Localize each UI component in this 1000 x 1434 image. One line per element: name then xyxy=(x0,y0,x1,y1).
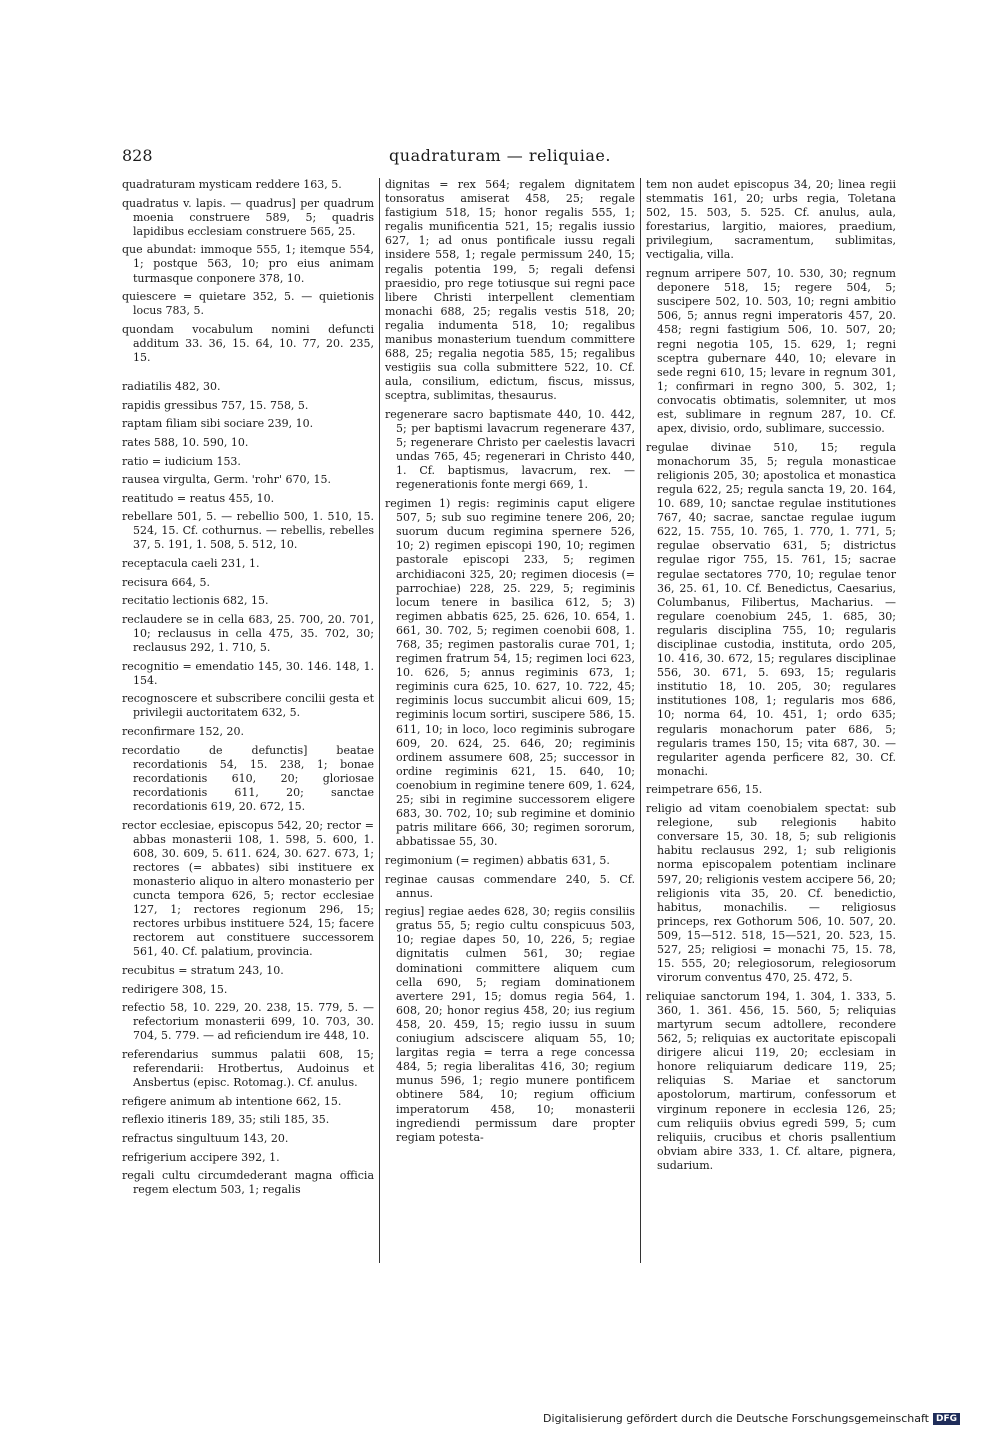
index-entry: refectio 58, 10. 229, 20. 238, 15. 779, 5. — refectorium monasterii 699, 10. 703, 30. 704, 5. 779. — ad reficiendum ire 448, 10. xyxy=(122,1001,374,1043)
page-number: 828 xyxy=(122,146,153,165)
index-entry: recordatio de defunctis] beatae recordationis 54, 15. 238, 1; bonae recordationis 610, 20; gloriosae recordationis 611, 20; sanctae recordationis 619, 20. 672, 15. xyxy=(122,743,374,813)
index-entry: recognitio = emendatio 145, 30. 146. 148, 1. 154. xyxy=(122,659,374,687)
index-entry: refractus singultuum 143, 20. xyxy=(122,1131,289,1145)
index-entry: reimpetrare 656, 15. xyxy=(646,783,763,797)
index-entry: raptam filiam sibi sociare 239, 10. xyxy=(122,417,314,431)
index-column-1 xyxy=(122,178,374,1202)
index-entry: regimen 1) regis: regiminis caput eligere 507, 5; sub suo regimine tenere 206, 20; suorum ducum regimina spernere 526, 10; 2) regimen episcopi 190, 10; regimen pastorale episcopi 233, 5; regimen archidiaconi 325, 20; regimen diocesis (= parrochiae) 228, 25. 229, 5; regiminis locum tenere in basilica 612, 5; 3) regimen abbatis 625, 25. 626, 10. 654, 1. 661, 30. 702, 5; regimen coenobii 608, 1. 768, 35; regimen pastoralis curae 701, 1; regimen fratrum 54, 15; regimen loci 623, 10. 626, 5; annus regiminis 673, 1; regiminis cura 625, 10. 627, 10. 722, 45; regiminis locus succumbit alicui 609, 15; regiminis locum sortiri, suscipere 586, 15. 611, 10; in loco, loco regiminis subrogare 609, 20. 624, 25. 646, 20; regiminis ordinem assumere 608, 25; successor in ordine regiminis 621, 15. 640, 10; coenobium in regimine tenere 609, 1. 624, 25; sibi in regimine successorem eligere 683, 30. 702, 10; sub regimine et dominio patris militare 666, 30; regimen sororum, abbatissae 55, 30. xyxy=(385,497,635,849)
index-entry: recubitus = stratum 243, 10. xyxy=(122,964,284,977)
index-entry: que abundat: immoque 555, 1; itemque 554, 1; postque 563, 10; pro eius animam turmasque conponere 378, 10. xyxy=(122,243,374,285)
index-entry: quiescere = quietare 352, 5. — quietionis locus 783, 5. xyxy=(122,290,374,318)
dfg-logo-icon: DFG xyxy=(933,1413,960,1425)
index-entry: referendarius summus palatii 608, 15; referendarii: Hrotbertus, Audoinus et Ansbertus (episc. Rotomag.). Cf. anulus. xyxy=(122,1047,374,1090)
index-entry: regius] regiae aedes 628, 30; regiis consiliis gratus 55, 5; regio cultu conspicuus 503, 10; regiae dapes 50, 10, 226, 5; regiae dignitatis culmen 561, 30; regiae dominationi committere aliquem cum cella 690, 5; regiam dominationem avertere 291, 15; domus regia 564, 1. 608, 20; honor regius 458, 20; ius regium 458, 20. 459, 15; regio iussu in suum coniugium adsciscere aliquam 55, 10; largitas regia = terra a rege concessa 484, 5; regia liberalitas 416, 30; regium munus 596, 1; regio munere pontificem obtinere 584, 10; regium officium imperatorum 458, 10; monasterii ingrediendi permissum dare propter regiam potesta- xyxy=(385,905,635,1144)
index-entry: recitatio lectionis 682, 15. xyxy=(122,594,269,608)
running-head: quadraturam — reliquiae. xyxy=(389,146,611,165)
digitization-credit xyxy=(543,1412,960,1425)
index-column-2 xyxy=(385,178,635,1149)
index-entry: reconfirmare 152, 20. xyxy=(122,725,244,738)
index-entry: religio ad vitam coenobialem spectat: sub relegione, sub relegionis habito conversare 15, 30. 18, 5; sub religionis habitu reclausus 292, 1; sub religionis norma episcopalem potentiam inclinare 597, 20; religionis vestem accipere 56, 20; religionis vita 35, 20. Cf. benedictio, habitus, monachilis. — religiosus princeps, rex Gothorum 506, 10. 507, 20. 509, 15—512. 518, 15—521, 20. 523, 15. 527, 25; religiosi = monachi 75, 15. 78, 15. 555, 20; relegiosorum, relegiosorum virorum conventus 470, 25. 472, 5. xyxy=(646,802,896,985)
index-entry: reliquiae sanctorum 194, 1. 304, 1. 333, 5. 360, 1. 361. 456, 15. 560, 5; reliquias martyrum secum adtollere, recondere 562, 5; reliquias ex auctoritate episcopali dirigere alicui 119, 20; ecclesiam in honore reliquiarum dedicare 119, 25; reliquias S. Mariae et sanctorum apostolorum, martirum, confessorum et virginum reponere in ecclesia 126, 25; cum reliquiis obvius egredi 599, 5; cum reliquiis, crucibus et choris psallentium obviam abire 333, 1. Cf. altare, pignera, sudarium. xyxy=(646,989,896,1172)
index-entry: quadraturam mysticam reddere 163, 5. xyxy=(122,178,342,191)
index-entry: rebellare 501, 5. — rebellio 500, 1. 510, 15. 524, 15. Cf. cothurnus. — rebellis, rebelles 37, 5. 191, 1. 508, 5. 512, 10. xyxy=(122,510,374,552)
index-entry: refigere animum ab intentione 662, 15. xyxy=(122,1094,342,1108)
index-entry: regali cultu circumdederant magna officia regem electum 503, 1; regalis xyxy=(122,1169,374,1197)
index-entry: reclaudere se in cella 683, 25. 700, 20. 701, 10; reclausus in cella 475, 35. 702, 30; reclausus 292, 1. 710, 5. xyxy=(122,612,374,655)
credit-text: Digitalisierung gefördert durch die Deutsche Forschungsgemeinschaft xyxy=(543,1412,929,1425)
index-entry: rapidis gressibus 757, 15. 758, 5. xyxy=(122,398,309,412)
index-entry: regimonium (= regimen) abbatis 631, 5. xyxy=(385,853,610,867)
index-entry: reginae causas commendare 240, 5. Cf. annus. xyxy=(385,872,635,900)
column-divider xyxy=(640,178,641,1263)
index-entry: quadratus v. lapis. — quadrus] per quadrum moenia construere 589, 5; quadris lapidibus ecclesiam construere 565, 25. xyxy=(122,196,374,238)
index-entry: rates 588, 10. 590, 10. xyxy=(122,435,249,449)
index-entry: reflexio itineris 189, 35; stili 185, 35. xyxy=(122,1113,330,1127)
index-entry: rector ecclesiae, episcopus 542, 20; rector = abbas monasterii 108, 1. 598, 5. 600, 1. 608, 30. 609, 5. 611. 624, 30. 627. 673, 1; rectores (= abbates) sibi instituere ex monasterio aliquo in altero monasterio per cuncta tempora 626, 5; rector ecclesiae 127, 1; rectores regionum 296, 15; rectores urbibus instituere 524, 15; facere rectorem aut constituere successorem 561, 40. Cf. palatium, provincia. xyxy=(122,818,374,959)
index-entry: rausea virgulta, Germ. 'rohr' 670, 15. xyxy=(122,473,331,487)
index-entry-continuation: dignitas = rex 564; regalem dignitatem tonsoratus amiserat 458, 25; regale fastigium 518, 15; honor regalis 555, 1; regalis munificentia 521, 15; regalis iussio 627, 1; ad onus pontificale iussu regali insidere 558, 1; regale permissum 240, 15; regalis potentia 199, 5; regali defensi praesidio, pro rege totiusque sui regni pace libere Christi interpellent clementiam monachi 688, 25; regalis vestis 518, 20; regalia indumenta 518, 10; regalibus manibus monasterium tuendum committere 688, 25; regalia negotia 585, 15; regalibus vestigiis sua colla submittere 522, 10. Cf. aula, consilium, edictum, fiscus, missus, sceptra, sublimitas, thesaurus. xyxy=(385,178,635,403)
index-entry: receptacula caeli 231, 1. xyxy=(122,557,260,571)
index-entry: reatitudo = reatus 455, 10. xyxy=(122,491,275,505)
index-column-3 xyxy=(646,178,896,1177)
column-divider xyxy=(379,178,380,1263)
index-entry: refrigerium accipere 392, 1. xyxy=(122,1150,280,1164)
index-entry: radiatilis 482, 30. xyxy=(122,380,221,394)
index-entry: regnum arripere 507, 10. 530, 30; regnum deponere 518, 15; regere 504, 5; suscipere 502, 10. 503, 10; regni ambitio 506, 5; annus regni imperatoris 457, 20. 458; regni fastigium 506, 10. 507, 20; regni negotia 105, 15. 629, 1; regni sceptra gubernare 440, 10; elevare in sede regni 610, 15; levare in regnum 301, 1; confirmari in regno 300, 5. 302, 1; convocatis obtimatis, solemniter, ut mos est, sublimare in regnum 287, 10. Cf. apex, divisio, ordo, sublimare, successio. xyxy=(646,267,896,436)
index-entry: regulae divinae 510, 15; regula monachorum 35, 5; regula monasticae religionis 205, 30; apostolica et monastica regula 622, 25; regula sancta 19, 20. 164, 10. 689, 10; sanctae regulae institutiones 767, 40; sacrae, sanctae regulae iugum 622, 15. 755, 10. 765, 1. 770, 1. 771, 5; regulae observatio 631, 5; districtus regulae rigor 755, 15. 761, 15; sacrae regulae sectatores 770, 10; regulae tenor 36, 25. 61, 10. Cf. Benedictus, Caesarius, Columbanus, Filibertus, Macharius. — regulare coenobium 245, 1. 685, 30; regularis disciplina 755, 10; regularis disciplinae custodia, instituta, ordo 205, 10. 416, 30. 672, 15; regulares disciplinae 556, 30. 671, 5. 693, 15; regularis institutio 18, 10. 205, 30; regulares institutiones 108, 1; regularis mos 686, 10; norma 64, 10. 451, 1; ordo 635; regularis monachorum pater 686, 5; regularis trames 150, 15; vita 687, 30. — regulariter agenda perficere 82, 30. Cf. monachi. xyxy=(646,440,896,778)
index-entry: redirigere 308, 15. xyxy=(122,982,228,996)
index-entry: regenerare sacro baptismate 440, 10. 442, 5; per baptismi lavacrum regenerare 437, 5; regenerare Christo per caelestis lavacri undas 765, 45; regenerari in Christo 440, 1. Cf. baptismus, lavacrum, rex. — regenerationis fonte mergi 669, 1. xyxy=(385,408,635,492)
index-entry: ratio = iudicium 153. xyxy=(122,454,241,468)
index-entry-continuation: tem non audet episcopus 34, 20; linea regii stemmatis 161, 20; urbs regia, Toletana 502, 15. 503, 5. 525. Cf. anulus, aula, forestarius, largitio, maiores, praedium, privilegium, sacramentum, sublimitas, vectigalia, villa. xyxy=(646,178,896,262)
index-entry: recognoscere et subscribere concilii gesta et privilegii auctoritatem 632, 5. xyxy=(122,692,374,720)
index-entry: quondam vocabulum nomini defuncti additum 33. 36, 15. 64, 10. 77, 20. 235, 15. xyxy=(122,322,374,365)
index-entry: recisura 664, 5. xyxy=(122,575,210,589)
